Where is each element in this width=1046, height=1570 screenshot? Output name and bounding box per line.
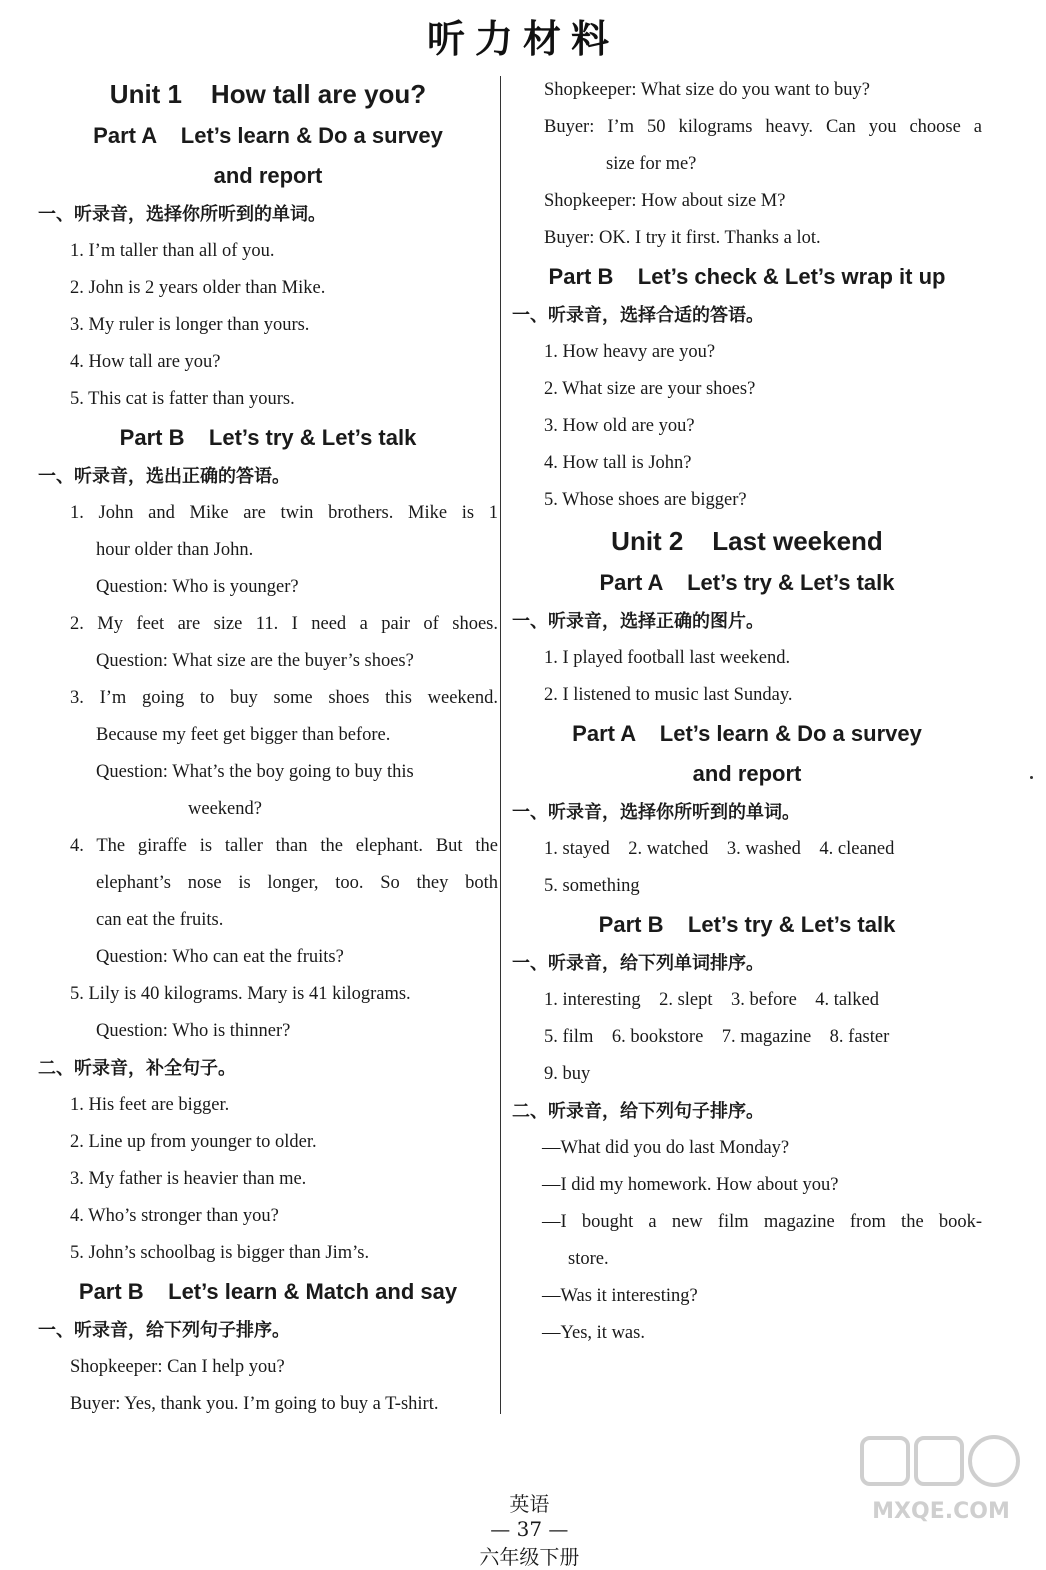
section-heading: 二、听录音，补全句子。: [38, 1058, 236, 1079]
dialog-line: Shopkeeper: What size do you want to buy?: [544, 80, 870, 100]
u2-part-a-learn-title: Part A Let’s learn & Do a survey: [572, 721, 922, 746]
section-heading: 一、听录音，给下列单词排序。: [512, 953, 764, 974]
word-list: 1. interesting 2. slept 3. before 4. talked: [544, 990, 879, 1010]
list-item: 1. How heavy are you?: [544, 342, 716, 362]
dialog-line: —I did my homework. How about you?: [542, 1175, 839, 1195]
question-prompt: Question: What’s the boy going to buy this: [96, 762, 414, 782]
list-item: 1. I’m taller than all of you.: [70, 241, 275, 261]
section-heading: 一、听录音，给下列句子排序。: [38, 1320, 290, 1341]
list-item: 4. How tall are you?: [70, 352, 221, 372]
word-list: 5. film 6. bookstore 7. magazine 8. faster: [544, 1027, 890, 1047]
footer-grade: 六年级下册: [479, 1545, 580, 1569]
section-heading: 一、听录音，选出正确的答语。: [38, 466, 290, 487]
dialog-line: size for me?: [606, 154, 697, 174]
question-text: 3. I’m going to buy some shoes this weekend.: [70, 688, 498, 708]
list-item: 3. How old are you?: [544, 416, 695, 436]
part-a-learn-title-cont: and report: [213, 163, 323, 188]
question-text: elephant’s nose is longer, too. So they both: [96, 873, 498, 893]
right-column: [512, 72, 982, 1352]
question-text: 1. John and Mike are twin brothers. Mike is 1: [70, 503, 498, 523]
unit1-title: Unit 1 How tall are you?: [109, 79, 427, 109]
left-column: [38, 72, 498, 1423]
question-text: 5. Lily is 40 kilograms. Mary is 41 kilograms.: [70, 984, 411, 1004]
question-text: hour older than John.: [96, 540, 254, 560]
section-heading: 一、听录音，选择正确的图片。: [512, 611, 764, 632]
unit2-title: Unit 2 Last weekend: [611, 526, 883, 556]
list-item: 5. John’s schoolbag is bigger than Jim’s.: [70, 1243, 370, 1263]
watermark-logo: [856, 1430, 1026, 1530]
list-item: 5. This cat is fatter than yours.: [70, 389, 295, 409]
section-heading: 二、听录音，给下列句子排序。: [512, 1101, 764, 1122]
list-item: 5. Whose shoes are bigger?: [544, 490, 747, 510]
dialog-line: —What did you do last Monday?: [542, 1138, 790, 1158]
list-item: 1. His feet are bigger.: [70, 1095, 230, 1115]
question-prompt: Question: Who is younger?: [96, 577, 299, 597]
section-heading: 一、听录音，选择你所听到的单词。: [38, 204, 326, 225]
part-b-learn-title: Part B Let’s learn & Match and say: [78, 1279, 458, 1304]
list-item: 2. Line up from younger to older.: [70, 1132, 317, 1152]
question-prompt: weekend?: [188, 799, 262, 819]
dialog-line: Buyer: Yes, thank you. I’m going to buy a T-shirt.: [70, 1394, 439, 1414]
list-item: 2. John is 2 years older than Mike.: [70, 278, 326, 298]
u2-part-a-learn-title-cont: and report: [692, 761, 802, 786]
list-item: 4. Who’s stronger than you?: [70, 1206, 279, 1226]
dialog-line: —Was it interesting?: [542, 1286, 698, 1306]
list-item: 3. My father is heavier than me.: [70, 1169, 307, 1189]
section-heading: 一、听录音，选择你所听到的单词。: [512, 802, 800, 823]
question-text: can eat the fruits.: [96, 910, 224, 930]
u2-part-a-try-title: Part A Let’s try & Let’s talk: [599, 570, 895, 595]
list-item: 3. My ruler is longer than yours.: [70, 315, 310, 335]
dialog-line: Buyer: OK. I try it first. Thanks a lot.: [544, 228, 821, 248]
dialog-line: Buyer: I’m 50 kilograms heavy. Can you choose a: [544, 117, 982, 137]
dialog-line: —I bought a new film magazine from the book-: [542, 1212, 982, 1232]
section-heading: 一、听录音，选择合适的答语。: [512, 305, 764, 326]
question-prompt: Question: Who is thinner?: [96, 1021, 291, 1041]
page-number: — 37 —: [490, 1517, 569, 1541]
dialog-line: store.: [568, 1249, 609, 1269]
dialog-line: Shopkeeper: Can I help you?: [70, 1357, 285, 1377]
question-prompt: Question: What size are the buyer’s shoes?: [96, 651, 414, 671]
page-title: 听力材料: [426, 17, 619, 61]
list-item: 1. I played football last weekend.: [544, 648, 791, 668]
question-text: 2. My feet are size 11. I need a pair of shoes.: [70, 614, 498, 634]
list-item: 2. What size are your shoes?: [544, 379, 756, 399]
part-b-check-title: Part B Let’s check & Let’s wrap it up: [548, 264, 946, 289]
word-list: 9. buy: [544, 1064, 591, 1084]
question-text: Because my feet get bigger than before.: [96, 725, 391, 745]
part-b-try-title: Part B Let’s try & Let’s talk: [119, 425, 417, 450]
word-list: 5. something: [544, 876, 640, 896]
question-prompt: Question: Who can eat the fruits?: [96, 947, 344, 967]
part-a-learn-title: Part A Let’s learn & Do a survey: [93, 123, 443, 148]
list-item: 2. I listened to music last Sunday.: [544, 685, 793, 705]
margin-dot: [1030, 776, 1033, 779]
question-text: 4. The giraffe is taller than the elephant. But the: [70, 836, 498, 856]
list-item: 4. How tall is John?: [544, 453, 692, 473]
dialog-line: Shopkeeper: How about size M?: [544, 191, 786, 211]
u2-part-b-try-title: Part B Let’s try & Let’s talk: [598, 912, 896, 937]
column-divider: [500, 76, 501, 1414]
dialog-line: —Yes, it was.: [542, 1323, 645, 1343]
footer-subject: 英语: [509, 1492, 550, 1516]
word-list: 1. stayed 2. watched 3. washed 4. cleaned: [544, 839, 895, 859]
watermark-text: MXQE.COM: [872, 1499, 1010, 1524]
